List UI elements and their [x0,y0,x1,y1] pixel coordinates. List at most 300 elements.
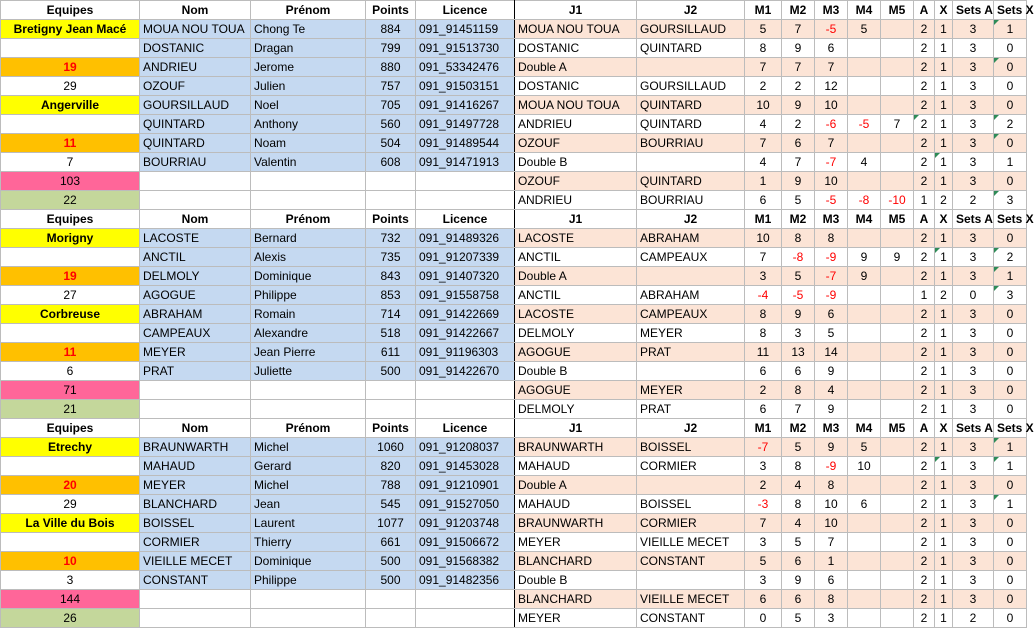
match-j2-cell[interactable]: GOURSILLAUD [637,20,745,39]
player-licence-cell[interactable]: 091_91497728 [416,115,515,134]
match-j1-cell[interactable]: AGOGUE [515,381,637,400]
match-x-cell[interactable]: 1 [935,58,953,77]
match-j1-cell[interactable]: OZOUF [515,134,637,153]
player-points-cell[interactable] [366,590,416,609]
match-m5-cell[interactable] [881,514,914,533]
header-points[interactable]: Points [366,210,416,229]
match-m3-cell[interactable]: -5 [815,20,848,39]
match-j2-cell[interactable]: PRAT [637,343,745,362]
match-m4-cell[interactable]: 6 [848,495,881,514]
match-m4-cell[interactable] [848,590,881,609]
match-m3-cell[interactable]: -9 [815,457,848,476]
match-j2-cell[interactable] [637,476,745,495]
match-x-cell[interactable]: 1 [935,438,953,457]
match-m1-cell[interactable]: 10 [745,96,782,115]
match-m3-cell[interactable]: 8 [815,476,848,495]
match-j2-cell[interactable]: QUINTARD [637,115,745,134]
match-m5-cell[interactable] [881,609,914,628]
team-name-cell[interactable]: Morigny [1,229,140,248]
match-j1-cell[interactable]: LACOSTE [515,229,637,248]
match-a-cell[interactable]: 2 [914,609,935,628]
player-nom-cell[interactable] [140,191,251,210]
player-points-cell[interactable]: 714 [366,305,416,324]
player-nom-cell[interactable]: AGOGUE [140,286,251,305]
player-nom-cell[interactable]: DELMOLY [140,267,251,286]
match-j1-cell[interactable]: DOSTANIC [515,77,637,96]
match-m3-cell[interactable]: 14 [815,343,848,362]
player-prenom-cell[interactable]: Julien [251,77,366,96]
team-stat-cell[interactable]: 71 [1,381,140,400]
match-sx-cell[interactable]: 0 [994,514,1027,533]
match-sa-cell[interactable]: 3 [953,153,994,172]
match-m2-cell[interactable]: 2 [782,77,815,96]
match-m2-cell[interactable]: 4 [782,514,815,533]
match-a-cell[interactable]: 2 [914,77,935,96]
match-a-cell[interactable]: 2 [914,58,935,77]
match-m3-cell[interactable]: 7 [815,533,848,552]
match-j2-cell[interactable]: VIEILLE MECET [637,590,745,609]
header-nom[interactable]: Nom [140,1,251,20]
player-prenom-cell[interactable] [251,381,366,400]
team-name-cell[interactable]: La Ville du Bois [1,514,140,533]
player-licence-cell[interactable]: 091_91489544 [416,134,515,153]
match-m3-cell[interactable]: 9 [815,400,848,419]
player-licence-cell[interactable] [416,172,515,191]
match-sa-cell[interactable]: 3 [953,381,994,400]
team-name-cell[interactable]: Corbreuse [1,305,140,324]
match-m3-cell[interactable]: 3 [815,609,848,628]
header-m2[interactable]: M2 [782,210,815,229]
player-prenom-cell[interactable]: Anthony [251,115,366,134]
player-prenom-cell[interactable]: Alexis [251,248,366,267]
match-a-cell[interactable]: 2 [914,381,935,400]
match-m4-cell[interactable] [848,571,881,590]
player-points-cell[interactable]: 504 [366,134,416,153]
match-j2-cell[interactable]: PRAT [637,400,745,419]
match-m3-cell[interactable]: -7 [815,153,848,172]
player-points-cell[interactable]: 735 [366,248,416,267]
team-stat-cell[interactable] [1,115,140,134]
match-m3-cell[interactable]: 12 [815,77,848,96]
match-a-cell[interactable]: 2 [914,305,935,324]
match-m4-cell[interactable] [848,362,881,381]
header-sets-a[interactable]: Sets A [953,210,994,229]
player-points-cell[interactable]: 884 [366,20,416,39]
match-j1-cell[interactable]: BLANCHARD [515,552,637,571]
header-a[interactable]: A [914,419,935,438]
match-sx-cell[interactable]: 0 [994,305,1027,324]
match-j2-cell[interactable]: CAMPEAUX [637,305,745,324]
match-j2-cell[interactable]: ABRAHAM [637,286,745,305]
match-sx-cell[interactable]: 0 [994,381,1027,400]
match-m4-cell[interactable] [848,324,881,343]
match-m1-cell[interactable]: 10 [745,229,782,248]
player-points-cell[interactable]: 1077 [366,514,416,533]
match-m3-cell[interactable]: -7 [815,267,848,286]
player-prenom-cell[interactable]: Romain [251,305,366,324]
match-sa-cell[interactable]: 3 [953,590,994,609]
match-m1-cell[interactable]: 8 [745,39,782,58]
match-j2-cell[interactable]: MEYER [637,381,745,400]
match-m1-cell[interactable]: -3 [745,495,782,514]
player-prenom-cell[interactable]: Noam [251,134,366,153]
match-x-cell[interactable]: 1 [935,343,953,362]
match-j2-cell[interactable]: QUINTARD [637,172,745,191]
header-j2[interactable]: J2 [637,1,745,20]
player-points-cell[interactable]: 732 [366,229,416,248]
header-prenom[interactable]: Prénom [251,419,366,438]
match-m2-cell[interactable]: 8 [782,229,815,248]
player-nom-cell[interactable]: QUINTARD [140,134,251,153]
match-sa-cell[interactable]: 3 [953,172,994,191]
match-j1-cell[interactable]: MOUA NOU TOUA [515,20,637,39]
player-points-cell[interactable]: 500 [366,571,416,590]
match-sx-cell[interactable]: 0 [994,96,1027,115]
match-m3-cell[interactable]: 4 [815,381,848,400]
match-m5-cell[interactable] [881,153,914,172]
player-points-cell[interactable]: 880 [366,58,416,77]
match-sa-cell[interactable]: 3 [953,362,994,381]
match-m5-cell[interactable] [881,286,914,305]
match-x-cell[interactable]: 1 [935,590,953,609]
header-a[interactable]: A [914,1,935,20]
match-a-cell[interactable]: 2 [914,514,935,533]
match-m4-cell[interactable] [848,533,881,552]
match-m2-cell[interactable]: 8 [782,381,815,400]
match-j2-cell[interactable] [637,571,745,590]
match-sa-cell[interactable]: 3 [953,267,994,286]
match-m4-cell[interactable] [848,58,881,77]
player-prenom-cell[interactable]: Jean Pierre [251,343,366,362]
match-m5-cell[interactable] [881,343,914,362]
player-prenom-cell[interactable] [251,609,366,628]
match-sx-cell[interactable]: 1 [994,267,1027,286]
match-m1-cell[interactable]: 8 [745,305,782,324]
player-prenom-cell[interactable]: Philippe [251,286,366,305]
player-nom-cell[interactable] [140,381,251,400]
player-licence-cell[interactable]: 091_91513730 [416,39,515,58]
match-a-cell[interactable]: 2 [914,172,935,191]
player-nom-cell[interactable]: ANCTIL [140,248,251,267]
match-m4-cell[interactable] [848,343,881,362]
match-m5-cell[interactable] [881,476,914,495]
match-m2-cell[interactable]: 5 [782,438,815,457]
match-m5-cell[interactable] [881,533,914,552]
player-prenom-cell[interactable] [251,590,366,609]
player-nom-cell[interactable]: MEYER [140,476,251,495]
match-m1-cell[interactable]: 1 [745,172,782,191]
player-points-cell[interactable]: 705 [366,96,416,115]
match-j1-cell[interactable]: BLANCHARD [515,590,637,609]
match-j1-cell[interactable]: Double A [515,58,637,77]
match-m1-cell[interactable]: 0 [745,609,782,628]
match-j1-cell[interactable]: DOSTANIC [515,39,637,58]
match-x-cell[interactable]: 1 [935,552,953,571]
player-licence-cell[interactable]: 091_91210901 [416,476,515,495]
match-j2-cell[interactable]: CONSTANT [637,552,745,571]
header-m5[interactable]: M5 [881,210,914,229]
match-a-cell[interactable]: 2 [914,571,935,590]
match-sa-cell[interactable]: 3 [953,476,994,495]
match-sa-cell[interactable]: 3 [953,514,994,533]
header-j1[interactable]: J1 [515,419,637,438]
match-j2-cell[interactable]: BOURRIAU [637,191,745,210]
player-points-cell[interactable]: 500 [366,552,416,571]
player-points-cell[interactable]: 518 [366,324,416,343]
match-m1-cell[interactable]: 5 [745,20,782,39]
match-x-cell[interactable]: 1 [935,514,953,533]
player-nom-cell[interactable]: VIEILLE MECET [140,552,251,571]
match-a-cell[interactable]: 2 [914,438,935,457]
match-a-cell[interactable]: 2 [914,20,935,39]
match-j2-cell[interactable]: QUINTARD [637,96,745,115]
player-points-cell[interactable]: 843 [366,267,416,286]
player-nom-cell[interactable]: BLANCHARD [140,495,251,514]
player-nom-cell[interactable]: MEYER [140,343,251,362]
match-m2-cell[interactable]: 8 [782,495,815,514]
match-j2-cell[interactable]: BOURRIAU [637,134,745,153]
player-nom-cell[interactable]: GOURSILLAUD [140,96,251,115]
match-j2-cell[interactable]: ABRAHAM [637,229,745,248]
match-j1-cell[interactable]: Double B [515,571,637,590]
match-m5-cell[interactable]: 9 [881,248,914,267]
match-m3-cell[interactable]: 9 [815,362,848,381]
match-m4-cell[interactable]: -8 [848,191,881,210]
match-m5-cell[interactable] [881,495,914,514]
match-sx-cell[interactable]: 1 [994,20,1027,39]
match-sa-cell[interactable]: 3 [953,96,994,115]
header-licence[interactable]: Licence [416,210,515,229]
match-m1-cell[interactable]: 5 [745,552,782,571]
match-x-cell[interactable]: 1 [935,362,953,381]
header-m2[interactable]: M2 [782,1,815,20]
player-nom-cell[interactable]: OZOUF [140,77,251,96]
match-m2-cell[interactable]: 6 [782,590,815,609]
match-m5-cell[interactable] [881,77,914,96]
match-sx-cell[interactable]: 0 [994,343,1027,362]
match-sa-cell[interactable]: 3 [953,229,994,248]
header-m3[interactable]: M3 [815,210,848,229]
match-m5-cell[interactable] [881,58,914,77]
match-m3-cell[interactable]: -9 [815,248,848,267]
player-licence-cell[interactable]: 091_91503151 [416,77,515,96]
match-a-cell[interactable]: 2 [914,153,935,172]
match-m3-cell[interactable]: 1 [815,552,848,571]
match-a-cell[interactable]: 2 [914,96,935,115]
player-nom-cell[interactable]: CONSTANT [140,571,251,590]
player-points-cell[interactable]: 608 [366,153,416,172]
team-stat-cell[interactable]: 19 [1,267,140,286]
match-m1-cell[interactable]: 6 [745,400,782,419]
match-m4-cell[interactable] [848,552,881,571]
team-name-cell[interactable]: Angerville [1,96,140,115]
player-licence-cell[interactable]: 091_91568382 [416,552,515,571]
match-a-cell[interactable]: 2 [914,533,935,552]
player-prenom-cell[interactable]: Gerard [251,457,366,476]
match-sx-cell[interactable]: 1 [994,457,1027,476]
player-prenom-cell[interactable]: Laurent [251,514,366,533]
match-m2-cell[interactable]: 13 [782,343,815,362]
player-nom-cell[interactable] [140,590,251,609]
header-sets-a[interactable]: Sets A [953,1,994,20]
header-j1[interactable]: J1 [515,1,637,20]
match-sx-cell[interactable]: 0 [994,229,1027,248]
header-sets-x[interactable]: Sets X [994,1,1027,20]
match-m5-cell[interactable]: 7 [881,115,914,134]
match-a-cell[interactable]: 2 [914,229,935,248]
match-m4-cell[interactable]: 10 [848,457,881,476]
team-stat-cell[interactable]: 27 [1,286,140,305]
match-sa-cell[interactable]: 3 [953,495,994,514]
player-prenom-cell[interactable]: Jean [251,495,366,514]
match-x-cell[interactable]: 1 [935,77,953,96]
match-m3-cell[interactable]: 7 [815,134,848,153]
match-m3-cell[interactable]: 7 [815,58,848,77]
match-m1-cell[interactable]: 7 [745,134,782,153]
match-j1-cell[interactable]: Double B [515,362,637,381]
team-name-cell[interactable]: Bretigny Jean Macé [1,20,140,39]
match-sa-cell[interactable]: 3 [953,400,994,419]
player-points-cell[interactable]: 799 [366,39,416,58]
match-sa-cell[interactable]: 3 [953,58,994,77]
player-licence-cell[interactable]: 091_91451159 [416,20,515,39]
match-m3-cell[interactable]: 6 [815,39,848,58]
match-x-cell[interactable]: 1 [935,305,953,324]
match-sa-cell[interactable]: 0 [953,286,994,305]
match-m1-cell[interactable]: 2 [745,77,782,96]
match-x-cell[interactable]: 1 [935,457,953,476]
player-nom-cell[interactable]: PRAT [140,362,251,381]
player-points-cell[interactable]: 611 [366,343,416,362]
match-x-cell[interactable]: 1 [935,248,953,267]
match-x-cell[interactable]: 1 [935,96,953,115]
team-stat-cell[interactable] [1,533,140,552]
match-m2-cell[interactable]: 6 [782,362,815,381]
player-licence-cell[interactable]: 091_91407320 [416,267,515,286]
match-m2-cell[interactable]: -5 [782,286,815,305]
match-m4-cell[interactable] [848,400,881,419]
player-licence-cell[interactable]: 091_91422670 [416,362,515,381]
match-m5-cell[interactable] [881,267,914,286]
team-stat-cell[interactable]: 11 [1,134,140,153]
player-prenom-cell[interactable]: Alexandre [251,324,366,343]
team-stat-cell[interactable]: 22 [1,191,140,210]
player-points-cell[interactable]: 500 [366,362,416,381]
header-sets-a[interactable]: Sets A [953,419,994,438]
header-sets-x[interactable]: Sets X [994,210,1027,229]
match-m1-cell[interactable]: 3 [745,533,782,552]
match-m4-cell[interactable] [848,609,881,628]
match-m5-cell[interactable] [881,362,914,381]
header-sets-x[interactable]: Sets X [994,419,1027,438]
player-licence-cell[interactable] [416,590,515,609]
match-m3-cell[interactable]: 6 [815,571,848,590]
match-j1-cell[interactable]: DELMOLY [515,324,637,343]
match-j1-cell[interactable]: OZOUF [515,172,637,191]
match-m2-cell[interactable]: 7 [782,20,815,39]
match-m5-cell[interactable] [881,172,914,191]
match-sa-cell[interactable]: 3 [953,134,994,153]
match-x-cell[interactable]: 1 [935,267,953,286]
player-points-cell[interactable]: 820 [366,457,416,476]
match-sa-cell[interactable]: 3 [953,438,994,457]
match-m4-cell[interactable] [848,514,881,533]
match-j1-cell[interactable]: ANDRIEU [515,115,637,134]
match-x-cell[interactable]: 1 [935,153,953,172]
match-m4-cell[interactable]: 5 [848,20,881,39]
match-j2-cell[interactable]: CAMPEAUX [637,248,745,267]
match-j2-cell[interactable]: VIEILLE MECET [637,533,745,552]
player-prenom-cell[interactable] [251,172,366,191]
match-m4-cell[interactable] [848,96,881,115]
header-j2[interactable]: J2 [637,419,745,438]
player-points-cell[interactable]: 560 [366,115,416,134]
match-m3-cell[interactable]: -6 [815,115,848,134]
player-nom-cell[interactable] [140,172,251,191]
header-m3[interactable]: M3 [815,419,848,438]
team-stat-cell[interactable]: 6 [1,362,140,381]
team-stat-cell[interactable]: 11 [1,343,140,362]
match-m5-cell[interactable] [881,134,914,153]
player-nom-cell[interactable] [140,400,251,419]
header-x[interactable]: X [935,1,953,20]
player-points-cell[interactable]: 788 [366,476,416,495]
player-nom-cell[interactable]: BOISSEL [140,514,251,533]
match-m1-cell[interactable]: 7 [745,58,782,77]
match-m2-cell[interactable]: 7 [782,153,815,172]
player-nom-cell[interactable]: LACOSTE [140,229,251,248]
match-m2-cell[interactable]: 6 [782,552,815,571]
match-sx-cell[interactable]: 0 [994,609,1027,628]
match-j2-cell[interactable] [637,362,745,381]
match-x-cell[interactable]: 1 [935,229,953,248]
match-sx-cell[interactable]: 1 [994,153,1027,172]
player-licence-cell[interactable]: 091_91208037 [416,438,515,457]
header-m1[interactable]: M1 [745,419,782,438]
match-a-cell[interactable]: 2 [914,115,935,134]
match-m5-cell[interactable] [881,20,914,39]
match-m3-cell[interactable]: 8 [815,590,848,609]
match-j1-cell[interactable]: MEYER [515,533,637,552]
match-sx-cell[interactable]: 1 [994,495,1027,514]
match-m1-cell[interactable]: 6 [745,362,782,381]
match-m2-cell[interactable]: 5 [782,267,815,286]
player-prenom-cell[interactable] [251,191,366,210]
match-x-cell[interactable]: 1 [935,20,953,39]
match-j2-cell[interactable]: BOISSEL [637,495,745,514]
header-equipes[interactable]: Equipes [1,210,140,229]
match-j2-cell[interactable]: CORMIER [637,457,745,476]
match-j1-cell[interactable]: MOUA NOU TOUA [515,96,637,115]
player-nom-cell[interactable]: MOUA NOU TOUA [140,20,251,39]
match-m4-cell[interactable]: 4 [848,153,881,172]
match-sa-cell[interactable]: 2 [953,191,994,210]
match-j1-cell[interactable]: Double B [515,153,637,172]
match-j1-cell[interactable]: BRAUNWARTH [515,514,637,533]
match-sx-cell[interactable]: 3 [994,191,1027,210]
match-m2-cell[interactable]: 2 [782,115,815,134]
player-nom-cell[interactable] [140,609,251,628]
player-licence-cell[interactable]: 091_91471913 [416,153,515,172]
match-sx-cell[interactable]: 0 [994,324,1027,343]
match-sa-cell[interactable]: 3 [953,324,994,343]
match-a-cell[interactable]: 2 [914,267,935,286]
match-j2-cell[interactable] [637,58,745,77]
match-m4-cell[interactable] [848,77,881,96]
match-m1-cell[interactable]: 6 [745,191,782,210]
player-nom-cell[interactable]: DOSTANIC [140,39,251,58]
match-m3-cell[interactable]: 10 [815,495,848,514]
